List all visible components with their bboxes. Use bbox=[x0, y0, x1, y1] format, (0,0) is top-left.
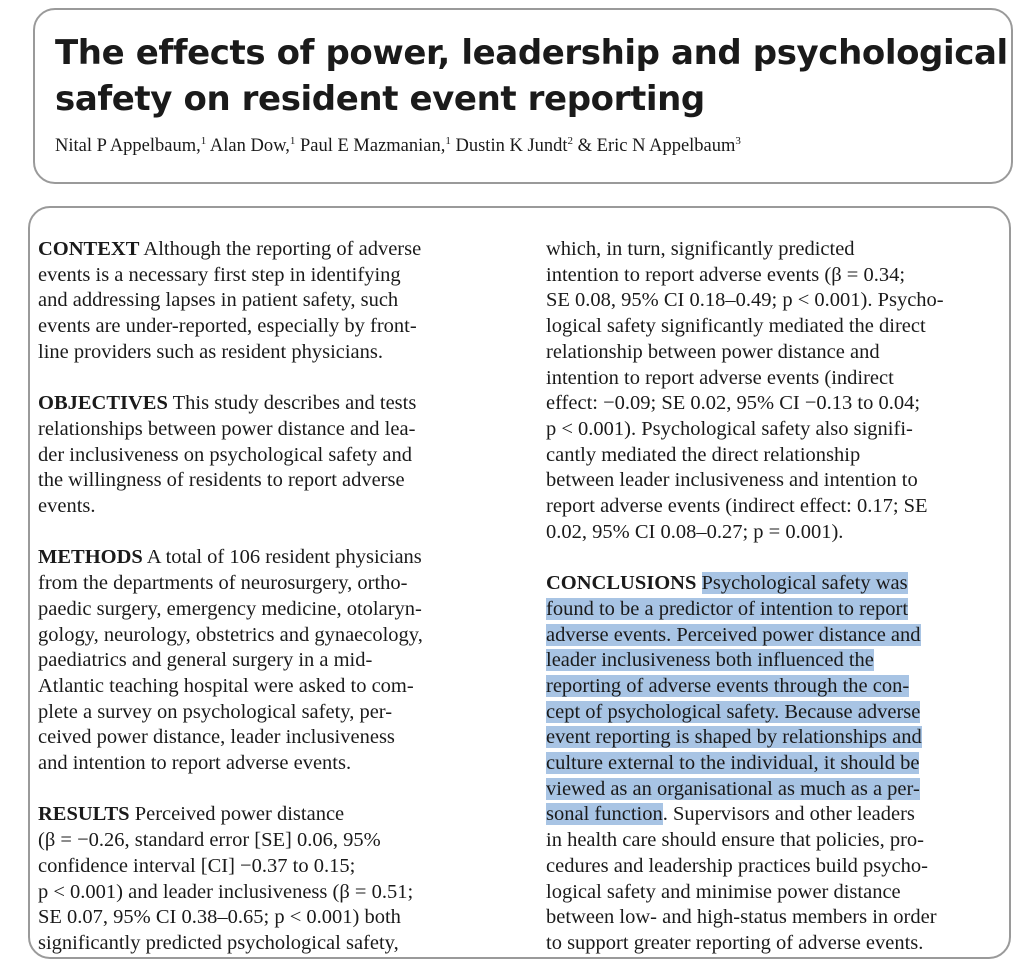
abstract-line bbox=[38, 237, 488, 263]
abstract-text: Perceived power distance bbox=[129, 803, 345, 826]
abstract-line: der inclusiveness on psychological safety and bbox=[38, 443, 413, 466]
abstract-text: . Supervisors and other leaders bbox=[662, 803, 915, 826]
abstract-line: logical safety significantly mediated the direct bbox=[546, 315, 926, 338]
author-list bbox=[55, 134, 985, 158]
abstract-line: which, in turn, significantly predicted bbox=[546, 238, 855, 260]
abstract-line bbox=[546, 571, 999, 597]
abstract-line: relationship between power distance and bbox=[546, 340, 880, 363]
abstract-line: paediatrics and general surgery in a mid- bbox=[38, 649, 373, 672]
highlighted-text[interactable]: Psychological safety was bbox=[701, 572, 908, 595]
abstract-line: line providers such as resident physicians. bbox=[38, 340, 384, 363]
author-affiliation: 3 bbox=[735, 134, 741, 147]
abstract-line bbox=[546, 725, 999, 751]
abstract-line: SE 0.07, 95% CI 0.38–0.65; p < 0.001) both bbox=[38, 906, 401, 929]
author-name: Nital P Appelbaum, bbox=[55, 136, 201, 156]
abstract-text: A total of 106 resident physicians bbox=[142, 546, 422, 569]
abstract-text: This study describes and tests bbox=[167, 392, 417, 415]
author-affiliation: 1 bbox=[200, 134, 207, 147]
section-heading-methods: METHODS bbox=[38, 546, 143, 569]
highlighted-text[interactable]: culture external to the individual, it should be bbox=[546, 752, 920, 775]
abstract-line: cedures and leadership practices build psycho- bbox=[546, 854, 928, 877]
abstract-line bbox=[546, 802, 999, 828]
section-heading-context: CONTEXT bbox=[38, 238, 140, 260]
author-affiliation: 1 bbox=[289, 134, 296, 147]
conclusions-section bbox=[546, 571, 999, 957]
abstract-line: p < 0.001) and leader inclusiveness (β = 0.51; bbox=[38, 880, 414, 903]
highlighted-text[interactable]: viewed as an organisational as much as a per- bbox=[546, 777, 920, 800]
abstract-line: p < 0.001). Psychological safety also signifi- bbox=[546, 417, 913, 440]
abstract-line: report adverse events (indirect effect: 0.17; SE bbox=[546, 495, 928, 518]
abstract-line: plete a survey on psychological safety, per- bbox=[38, 700, 393, 723]
abstract-line bbox=[546, 674, 999, 700]
author-affiliation: 2 bbox=[567, 134, 574, 147]
author-affiliation: 1 bbox=[445, 134, 451, 147]
title-panel bbox=[33, 8, 1013, 184]
author-name: Alan Dow, bbox=[209, 136, 290, 156]
abstract-line: (β = −0.26, standard error [SE] 0.06, 95% bbox=[38, 829, 381, 852]
author-name: Dustin K Jundt bbox=[455, 136, 568, 156]
abstract-line: events are under-reported, especially by front- bbox=[38, 315, 417, 338]
abstract-line: ceived power distance, leader inclusiveness bbox=[38, 726, 395, 749]
title-line: safety on resident event reporting bbox=[55, 79, 705, 119]
abstract-line: cantly mediated the direct relationship bbox=[546, 443, 861, 466]
abstract-line: SE 0.08, 95% CI 0.18–0.49; p < 0.001). Psycho- bbox=[546, 289, 944, 312]
highlighted-text[interactable]: leader inclusiveness both influenced the bbox=[546, 649, 874, 672]
abstract-line bbox=[38, 391, 488, 417]
author-name: Paul E Mazmanian, bbox=[299, 136, 446, 156]
abstract-line: from the departments of neurosurgery, ortho- bbox=[38, 572, 408, 595]
highlighted-text[interactable]: event reporting is shaped by relationships and bbox=[546, 726, 922, 749]
title-line: The effects of power, leadership and psychological bbox=[55, 33, 1008, 73]
abstract-line bbox=[546, 648, 999, 674]
abstract-line: 0.02, 95% CI 0.08–0.27; p = 0.001). bbox=[546, 520, 844, 543]
highlighted-text[interactable]: sonal function bbox=[546, 803, 663, 826]
abstract-line: intention to report adverse events (indirect bbox=[546, 366, 894, 389]
abstract-panel bbox=[28, 206, 1011, 959]
abstract-line bbox=[546, 597, 999, 623]
abstract-line: in health care should ensure that policies, pro- bbox=[546, 829, 924, 852]
highlighted-text[interactable]: found to be a predictor of intention to report bbox=[546, 597, 909, 620]
abstract-right-column bbox=[546, 237, 999, 957]
abstract-line bbox=[546, 700, 999, 726]
abstract-line bbox=[38, 545, 488, 571]
abstract-line bbox=[38, 802, 488, 828]
abstract-line: the willingness of residents to report adverse bbox=[38, 469, 405, 492]
section-heading-objectives: OBJECTIVES bbox=[38, 392, 168, 415]
section-heading-results: RESULTS bbox=[38, 803, 130, 826]
highlighted-text[interactable]: reporting of adverse events through the con- bbox=[546, 674, 910, 697]
abstract-line: Atlantic teaching hospital were asked to com- bbox=[38, 674, 414, 697]
abstract-line: significantly predicted psychological safety, bbox=[38, 931, 399, 954]
highlighted-text[interactable]: cept of psychological safety. Because adverse bbox=[546, 700, 921, 723]
methods-section bbox=[38, 545, 488, 776]
abstract-line: and addressing lapses in patient safety, such bbox=[38, 289, 399, 312]
abstract-line: between leader inclusiveness and intention to bbox=[546, 469, 918, 492]
abstract-text: Although the reporting of adverse bbox=[139, 238, 422, 260]
abstract-line bbox=[546, 623, 999, 649]
objectives-section bbox=[38, 391, 488, 520]
abstract-line bbox=[546, 751, 999, 777]
paper-title bbox=[55, 30, 1008, 122]
abstract-left-column bbox=[38, 237, 488, 957]
results-section bbox=[38, 802, 488, 956]
context-section bbox=[38, 237, 488, 366]
abstract-line: and intention to report adverse events. bbox=[38, 752, 352, 775]
abstract-line bbox=[546, 777, 999, 803]
abstract-line: to support greater reporting of adverse events. bbox=[546, 931, 924, 954]
abstract-line: intention to report adverse events (β = 0.34; bbox=[546, 263, 906, 286]
abstract-line: between low- and high-status members in order bbox=[546, 906, 937, 929]
abstract-line: relationships between power distance and lea- bbox=[38, 417, 416, 440]
results-continued bbox=[546, 237, 999, 545]
abstract-line: gology, neurology, obstetrics and gynaecology, bbox=[38, 623, 423, 646]
abstract-line: effect: −0.09; SE 0.02, 95% CI −0.13 to 0.04; bbox=[546, 392, 921, 415]
abstract-line: confidence interval [CI] −0.37 to 0.15; bbox=[38, 854, 356, 877]
section-heading-conclusions: CONCLUSIONS bbox=[546, 572, 697, 595]
author-name: & Eric N Appelbaum bbox=[577, 136, 736, 156]
abstract-line: paedic surgery, emergency medicine, otolaryn- bbox=[38, 597, 422, 620]
abstract-line: events is a necessary first step in identifying bbox=[38, 263, 401, 286]
abstract-line: logical safety and minimise power distance bbox=[546, 880, 901, 903]
abstract-line: events. bbox=[38, 495, 96, 518]
highlighted-text[interactable]: adverse events. Perceived power distance and bbox=[546, 623, 921, 646]
